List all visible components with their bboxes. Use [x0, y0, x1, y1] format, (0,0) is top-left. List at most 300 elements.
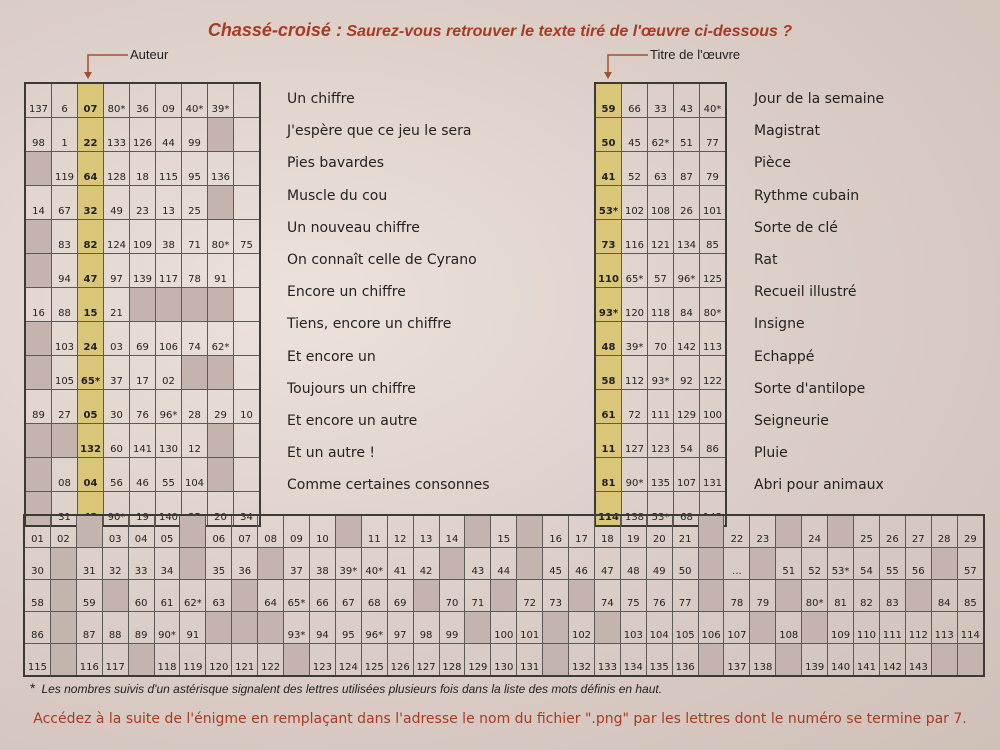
grid-cell[interactable]: 16 [543, 515, 569, 548]
black-cell[interactable] [128, 643, 154, 676]
grid-cell[interactable]: 05 [78, 390, 104, 424]
grid-cell[interactable]: 79 [700, 152, 727, 186]
grid-cell[interactable]: 97 [387, 611, 413, 643]
grid-cell[interactable]: 51 [776, 548, 802, 580]
grid-cell[interactable]: 77 [672, 580, 698, 612]
grid-cell[interactable] [234, 254, 261, 288]
grid-cell[interactable]: 26 [674, 186, 700, 220]
grid-cell[interactable] [234, 424, 261, 458]
black-cell[interactable] [284, 643, 310, 676]
grid-cell[interactable]: 75 [234, 220, 261, 254]
grid-cell[interactable]: 89 [25, 390, 52, 424]
grid-cell[interactable]: 98 [25, 118, 52, 152]
grid-cell[interactable]: 45 [543, 548, 569, 580]
grid-cell[interactable]: 98 [413, 611, 439, 643]
grid-cell[interactable]: 50 [595, 118, 622, 152]
grid-cell[interactable]: 135 [648, 458, 674, 492]
grid-cell[interactable]: 12 [387, 515, 413, 548]
grid-cell[interactable]: 70 [439, 580, 465, 612]
grid-cell[interactable]: 101 [517, 611, 543, 643]
grid-cell[interactable]: 125 [361, 643, 387, 676]
grid-cell[interactable]: 100 [700, 390, 727, 424]
black-cell[interactable] [698, 643, 724, 676]
grid-cell[interactable]: 118 [648, 288, 674, 322]
grid-cell[interactable]: 20 [646, 515, 672, 548]
grid-cell[interactable]: 01 [24, 515, 50, 548]
black-cell[interactable] [25, 322, 52, 356]
grid-cell[interactable]: 66 [309, 580, 335, 612]
grid-cell[interactable]: 134 [674, 220, 700, 254]
grid-cell[interactable] [234, 83, 261, 118]
black-cell[interactable] [931, 548, 957, 580]
black-cell[interactable] [25, 458, 52, 492]
grid-cell[interactable]: 85 [957, 580, 984, 612]
grid-cell[interactable]: 109 [828, 611, 854, 643]
grid-cell[interactable]: 68 [361, 580, 387, 612]
grid-cell[interactable]: 102 [569, 611, 595, 643]
grid-cell[interactable]: 83 [879, 580, 905, 612]
grid-cell[interactable]: 25 [182, 186, 208, 220]
grid-cell[interactable]: 84 [931, 580, 957, 612]
black-cell[interactable] [180, 515, 206, 548]
grid-cell[interactable]: 133 [594, 643, 620, 676]
grid-cell[interactable]: 129 [465, 643, 491, 676]
grid-cell[interactable]: 60 [104, 424, 130, 458]
grid-cell[interactable]: 140 [156, 492, 182, 527]
grid-cell[interactable]: 09 [156, 83, 182, 118]
grid-cell[interactable]: 47 [78, 254, 104, 288]
grid-cell[interactable]: 31 [52, 492, 78, 527]
grid-cell[interactable]: 123 [309, 643, 335, 676]
grid-cell[interactable]: 31 [76, 548, 102, 580]
grid-cell[interactable]: 140 [828, 643, 854, 676]
grid-cell[interactable]: 94 [309, 611, 335, 643]
grid-cell[interactable]: 30 [24, 548, 50, 580]
black-cell[interactable] [50, 643, 76, 676]
grid-cell[interactable]: 106 [698, 611, 724, 643]
grid-cell[interactable]: 100 [491, 611, 517, 643]
grid-cell[interactable]: 71 [465, 580, 491, 612]
grid-cell[interactable]: 142 [674, 322, 700, 356]
grid-cell[interactable]: 49 [104, 186, 130, 220]
grid-cell[interactable]: 135 [646, 643, 672, 676]
grid-cell[interactable]: 02 [50, 515, 76, 548]
black-cell[interactable] [750, 611, 776, 643]
grid-cell[interactable]: 132 [78, 424, 104, 458]
grid-cell[interactable]: 10 [234, 390, 261, 424]
grid-cell[interactable]: 1 [52, 118, 78, 152]
grid-cell[interactable]: 06 [206, 515, 232, 548]
grid-cell[interactable]: 29 [208, 390, 234, 424]
grid-cell[interactable]: 96* [156, 390, 182, 424]
grid-cell[interactable]: 61 [154, 580, 180, 612]
black-cell[interactable] [25, 152, 52, 186]
black-cell[interactable] [698, 580, 724, 612]
grid-cell[interactable]: 50 [672, 548, 698, 580]
grid-cell[interactable]: 65* [78, 356, 104, 390]
grid-cell[interactable]: 39* [335, 548, 361, 580]
grid-cell[interactable]: 106 [156, 322, 182, 356]
black-cell[interactable] [76, 515, 102, 548]
grid-cell[interactable]: 34 [154, 548, 180, 580]
black-cell[interactable] [413, 580, 439, 612]
grid-cell[interactable]: ... [724, 548, 750, 580]
black-cell[interactable] [50, 548, 76, 580]
grid-cell[interactable]: 55 [156, 458, 182, 492]
grid-cell[interactable]: 86 [24, 611, 50, 643]
grid-cell[interactable]: 48 [620, 548, 646, 580]
black-cell[interactable] [52, 424, 78, 458]
grid-cell[interactable]: 40* [182, 83, 208, 118]
black-cell[interactable] [208, 186, 234, 220]
grid-cell[interactable]: 39* [208, 83, 234, 118]
grid-cell[interactable]: 79 [750, 580, 776, 612]
grid-cell[interactable]: 68 [674, 492, 700, 527]
black-cell[interactable] [776, 580, 802, 612]
grid-cell[interactable]: 61 [595, 390, 622, 424]
grid-cell[interactable]: 54 [674, 424, 700, 458]
grid-cell[interactable]: 69 [387, 580, 413, 612]
grid-cell[interactable]: 107 [724, 611, 750, 643]
grid-cell[interactable]: 02 [156, 356, 182, 390]
grid-cell[interactable]: 22 [78, 118, 104, 152]
grid-cell[interactable]: 46 [569, 548, 595, 580]
grid-cell[interactable]: 40* [361, 548, 387, 580]
grid-cell[interactable]: 37 [104, 356, 130, 390]
grid-cell[interactable]: 19 [620, 515, 646, 548]
grid-cell[interactable]: 62* [208, 322, 234, 356]
grid-cell[interactable]: 44 [156, 118, 182, 152]
grid-cell[interactable]: 110 [595, 254, 622, 288]
grid-cell[interactable]: 137 [25, 83, 52, 118]
black-cell[interactable] [156, 288, 182, 322]
black-cell[interactable] [208, 458, 234, 492]
grid-cell[interactable]: 15 [78, 288, 104, 322]
grid-cell[interactable]: 78 [182, 254, 208, 288]
grid-cell[interactable]: 37 [284, 548, 310, 580]
grid-cell[interactable]: 21 [104, 288, 130, 322]
grid-cell[interactable]: 74 [594, 580, 620, 612]
black-cell[interactable] [102, 580, 128, 612]
grid-cell[interactable]: 93* [648, 356, 674, 390]
grid-cell[interactable]: 27 [52, 390, 78, 424]
grid-cell[interactable]: 101 [700, 186, 727, 220]
black-cell[interactable] [776, 643, 802, 676]
grid-cell[interactable]: 87 [76, 611, 102, 643]
black-cell[interactable] [698, 515, 724, 548]
grid-cell[interactable]: 41 [387, 548, 413, 580]
grid-cell[interactable]: 80* [208, 220, 234, 254]
grid-cell[interactable]: 130 [491, 643, 517, 676]
grid-cell[interactable]: 19 [130, 492, 156, 527]
grid-cell[interactable]: 91 [180, 611, 206, 643]
grid-cell[interactable]: 38 [156, 220, 182, 254]
grid-cell[interactable]: 25 [854, 515, 880, 548]
black-cell[interactable] [258, 611, 284, 643]
black-cell[interactable] [517, 515, 543, 548]
grid-cell[interactable]: 141 [130, 424, 156, 458]
grid-cell[interactable]: 129 [674, 390, 700, 424]
grid-cell[interactable]: 14 [439, 515, 465, 548]
black-cell[interactable] [465, 611, 491, 643]
grid-cell[interactable]: 139 [802, 643, 828, 676]
grid-cell[interactable]: 109 [130, 220, 156, 254]
grid-cell[interactable]: 134 [620, 643, 646, 676]
grid-cell[interactable]: 23 [750, 515, 776, 548]
grid-cell[interactable]: 86 [700, 424, 727, 458]
grid-cell[interactable]: 11 [361, 515, 387, 548]
grid-cell[interactable]: 136 [672, 643, 698, 676]
grid-cell[interactable]: 49 [646, 548, 672, 580]
grid-cell[interactable]: 24 [802, 515, 828, 548]
grid-cell[interactable]: 105 [672, 611, 698, 643]
grid-cell[interactable] [234, 458, 261, 492]
grid-cell[interactable]: 28 [931, 515, 957, 548]
grid-cell[interactable]: 73 [543, 580, 569, 612]
black-cell[interactable] [543, 643, 569, 676]
grid-cell[interactable]: 115 [156, 152, 182, 186]
grid-cell[interactable]: 93* [595, 288, 622, 322]
grid-cell[interactable]: 131 [700, 458, 727, 492]
grid-cell[interactable]: 46 [130, 458, 156, 492]
grid-cell[interactable]: 41 [595, 152, 622, 186]
black-cell[interactable] [25, 356, 52, 390]
grid-cell[interactable]: 24 [78, 322, 104, 356]
grid-cell[interactable]: 52 [802, 548, 828, 580]
grid-cell[interactable]: 65* [284, 580, 310, 612]
grid-cell[interactable]: 112 [905, 611, 931, 643]
grid-cell[interactable]: 57 [957, 548, 984, 580]
grid-cell[interactable]: 28 [182, 390, 208, 424]
grid-cell[interactable]: 128 [439, 643, 465, 676]
grid-cell[interactable]: 53* [595, 186, 622, 220]
grid-cell[interactable]: 126 [387, 643, 413, 676]
grid-cell[interactable]: 22 [724, 515, 750, 548]
grid-cell[interactable]: 47 [594, 548, 620, 580]
grid-cell[interactable]: 20 [208, 492, 234, 527]
grid-cell[interactable]: 64 [78, 152, 104, 186]
black-cell[interactable] [130, 288, 156, 322]
grid-cell[interactable]: 120 [622, 288, 648, 322]
grid-cell[interactable]: 107 [674, 458, 700, 492]
grid-cell[interactable]: 121 [648, 220, 674, 254]
black-cell[interactable] [208, 356, 234, 390]
grid-cell[interactable]: 137 [724, 643, 750, 676]
grid-cell[interactable]: 65* [622, 254, 648, 288]
black-cell[interactable] [491, 580, 517, 612]
grid-cell[interactable]: 105 [52, 356, 78, 390]
grid-cell[interactable] [234, 356, 261, 390]
grid-cell[interactable]: 17 [569, 515, 595, 548]
grid-cell[interactable]: 67 [335, 580, 361, 612]
grid-cell[interactable]: 03 [102, 515, 128, 548]
grid-cell[interactable]: 117 [156, 254, 182, 288]
grid-cell[interactable]: 81 [828, 580, 854, 612]
grid-cell[interactable]: 104 [646, 611, 672, 643]
black-cell[interactable] [905, 580, 931, 612]
grid-cell[interactable]: 76 [646, 580, 672, 612]
grid-cell[interactable]: 120 [206, 643, 232, 676]
black-cell[interactable] [208, 118, 234, 152]
grid-cell[interactable]: 03 [104, 322, 130, 356]
grid-cell[interactable]: 35 [206, 548, 232, 580]
grid-cell[interactable]: 21 [672, 515, 698, 548]
grid-cell[interactable]: 08 [52, 458, 78, 492]
black-cell[interactable] [517, 548, 543, 580]
grid-cell[interactable]: 99 [439, 611, 465, 643]
grid-cell[interactable]: 130 [156, 424, 182, 458]
grid-cell[interactable]: 138 [622, 492, 648, 527]
grid-cell[interactable]: 53* [828, 548, 854, 580]
grid-cell[interactable]: 62* [648, 118, 674, 152]
grid-cell[interactable]: 136 [208, 152, 234, 186]
grid-cell[interactable]: 88 [102, 611, 128, 643]
black-cell[interactable] [232, 611, 258, 643]
black-cell[interactable] [828, 515, 854, 548]
grid-cell[interactable]: 95 [335, 611, 361, 643]
grid-cell[interactable]: 78 [724, 580, 750, 612]
grid-cell[interactable]: 111 [879, 611, 905, 643]
grid-cell[interactable]: 104 [182, 458, 208, 492]
grid-cell[interactable]: 87 [674, 152, 700, 186]
grid-cell[interactable]: 56 [104, 458, 130, 492]
grid-cell[interactable]: 59 [76, 580, 102, 612]
black-cell[interactable] [208, 424, 234, 458]
grid-cell[interactable]: 43 [465, 548, 491, 580]
grid-cell[interactable]: 13 [413, 515, 439, 548]
grid-cell[interactable]: 38 [309, 548, 335, 580]
grid-cell[interactable] [234, 186, 261, 220]
grid-cell[interactable]: 124 [335, 643, 361, 676]
grid-cell[interactable]: 96* [674, 254, 700, 288]
grid-cell[interactable]: 72 [622, 390, 648, 424]
grid-cell[interactable]: 26 [879, 515, 905, 548]
grid-cell[interactable]: 138 [750, 643, 776, 676]
black-cell[interactable] [750, 548, 776, 580]
grid-cell[interactable]: 114 [595, 492, 622, 527]
black-cell[interactable] [931, 643, 957, 676]
black-cell[interactable] [208, 288, 234, 322]
grid-cell[interactable]: 09 [284, 515, 310, 548]
grid-cell[interactable]: 83 [52, 220, 78, 254]
grid-cell[interactable]: 17 [130, 356, 156, 390]
grid-cell[interactable]: 90* [154, 611, 180, 643]
grid-cell[interactable]: 96* [361, 611, 387, 643]
grid-cell[interactable]: 56 [905, 548, 931, 580]
black-cell[interactable] [543, 611, 569, 643]
grid-cell[interactable]: 62* [180, 580, 206, 612]
grid-cell[interactable]: 90* [622, 458, 648, 492]
black-cell[interactable] [206, 611, 232, 643]
black-cell[interactable] [335, 515, 361, 548]
grid-cell[interactable]: 14 [25, 186, 52, 220]
grid-cell[interactable]: 92 [674, 356, 700, 390]
grid-cell[interactable]: 58 [24, 580, 50, 612]
grid-cell[interactable]: 127 [413, 643, 439, 676]
grid-cell[interactable]: 131 [517, 643, 543, 676]
black-cell[interactable] [698, 548, 724, 580]
grid-cell[interactable]: 99 [182, 118, 208, 152]
grid-cell[interactable]: 113 [700, 322, 727, 356]
grid-cell[interactable]: 60 [128, 580, 154, 612]
grid-cell[interactable]: 54 [854, 548, 880, 580]
grid-cell[interactable]: 39* [622, 322, 648, 356]
grid-cell[interactable]: 124 [104, 220, 130, 254]
grid-cell[interactable]: 36 [130, 83, 156, 118]
black-cell[interactable] [50, 611, 76, 643]
grid-cell[interactable]: 44 [491, 548, 517, 580]
grid-cell[interactable]: 114 [957, 611, 984, 643]
grid-cell[interactable]: 82 [854, 580, 880, 612]
grid-cell[interactable]: 32 [102, 548, 128, 580]
black-cell[interactable] [439, 548, 465, 580]
grid-cell[interactable]: 71 [182, 220, 208, 254]
grid-cell[interactable]: 141 [854, 643, 880, 676]
grid-cell[interactable]: 13 [156, 186, 182, 220]
grid-cell[interactable]: 115 [24, 643, 50, 676]
grid-cell[interactable]: 90* [104, 492, 130, 527]
grid-cell[interactable]: 33 [128, 548, 154, 580]
grid-cell[interactable]: 15 [491, 515, 517, 548]
black-cell[interactable] [25, 424, 52, 458]
black-cell[interactable] [182, 356, 208, 390]
grid-cell[interactable]: 110 [854, 611, 880, 643]
grid-cell[interactable]: 143 [905, 643, 931, 676]
black-cell[interactable] [258, 548, 284, 580]
black-cell[interactable] [50, 580, 76, 612]
grid-cell[interactable]: 57 [648, 254, 674, 288]
grid-cell[interactable]: 67 [52, 186, 78, 220]
grid-cell[interactable]: 74 [182, 322, 208, 356]
grid-cell[interactable]: 122 [258, 643, 284, 676]
black-cell[interactable] [802, 611, 828, 643]
grid-cell[interactable]: 42 [413, 548, 439, 580]
grid-cell[interactable]: 113 [931, 611, 957, 643]
grid-cell[interactable]: 116 [76, 643, 102, 676]
grid-cell[interactable]: 77 [700, 118, 727, 152]
grid-cell[interactable]: 85 [700, 220, 727, 254]
grid-cell[interactable]: 16 [25, 288, 52, 322]
black-cell[interactable] [180, 548, 206, 580]
grid-cell[interactable]: 103 [52, 322, 78, 356]
grid-cell[interactable]: 142 [879, 643, 905, 676]
grid-cell[interactable]: 33 [648, 83, 674, 118]
grid-cell[interactable]: 125 [700, 254, 727, 288]
grid-cell[interactable]: 76 [130, 390, 156, 424]
grid-cell[interactable]: 117 [102, 643, 128, 676]
grid-cell[interactable]: 80* [700, 288, 727, 322]
black-cell[interactable] [465, 515, 491, 548]
grid-cell[interactable]: 10 [309, 515, 335, 548]
grid-cell[interactable]: 52 [622, 152, 648, 186]
grid-cell[interactable]: 111 [648, 390, 674, 424]
grid-cell[interactable]: 04 [78, 458, 104, 492]
grid-cell[interactable]: 81 [595, 458, 622, 492]
grid-cell[interactable]: 91 [208, 254, 234, 288]
grid-cell[interactable]: 119 [180, 643, 206, 676]
grid-cell[interactable]: 66 [622, 83, 648, 118]
black-cell[interactable] [594, 611, 620, 643]
grid-cell[interactable]: 88 [52, 288, 78, 322]
grid-cell[interactable]: 103 [620, 611, 646, 643]
grid-cell[interactable]: 51 [674, 118, 700, 152]
black-cell[interactable] [957, 643, 984, 676]
grid-cell[interactable] [234, 152, 261, 186]
grid-cell[interactable]: 93* [284, 611, 310, 643]
grid-cell[interactable]: 59 [595, 83, 622, 118]
grid-cell[interactable] [234, 288, 261, 322]
grid-cell[interactable]: 112 [622, 356, 648, 390]
